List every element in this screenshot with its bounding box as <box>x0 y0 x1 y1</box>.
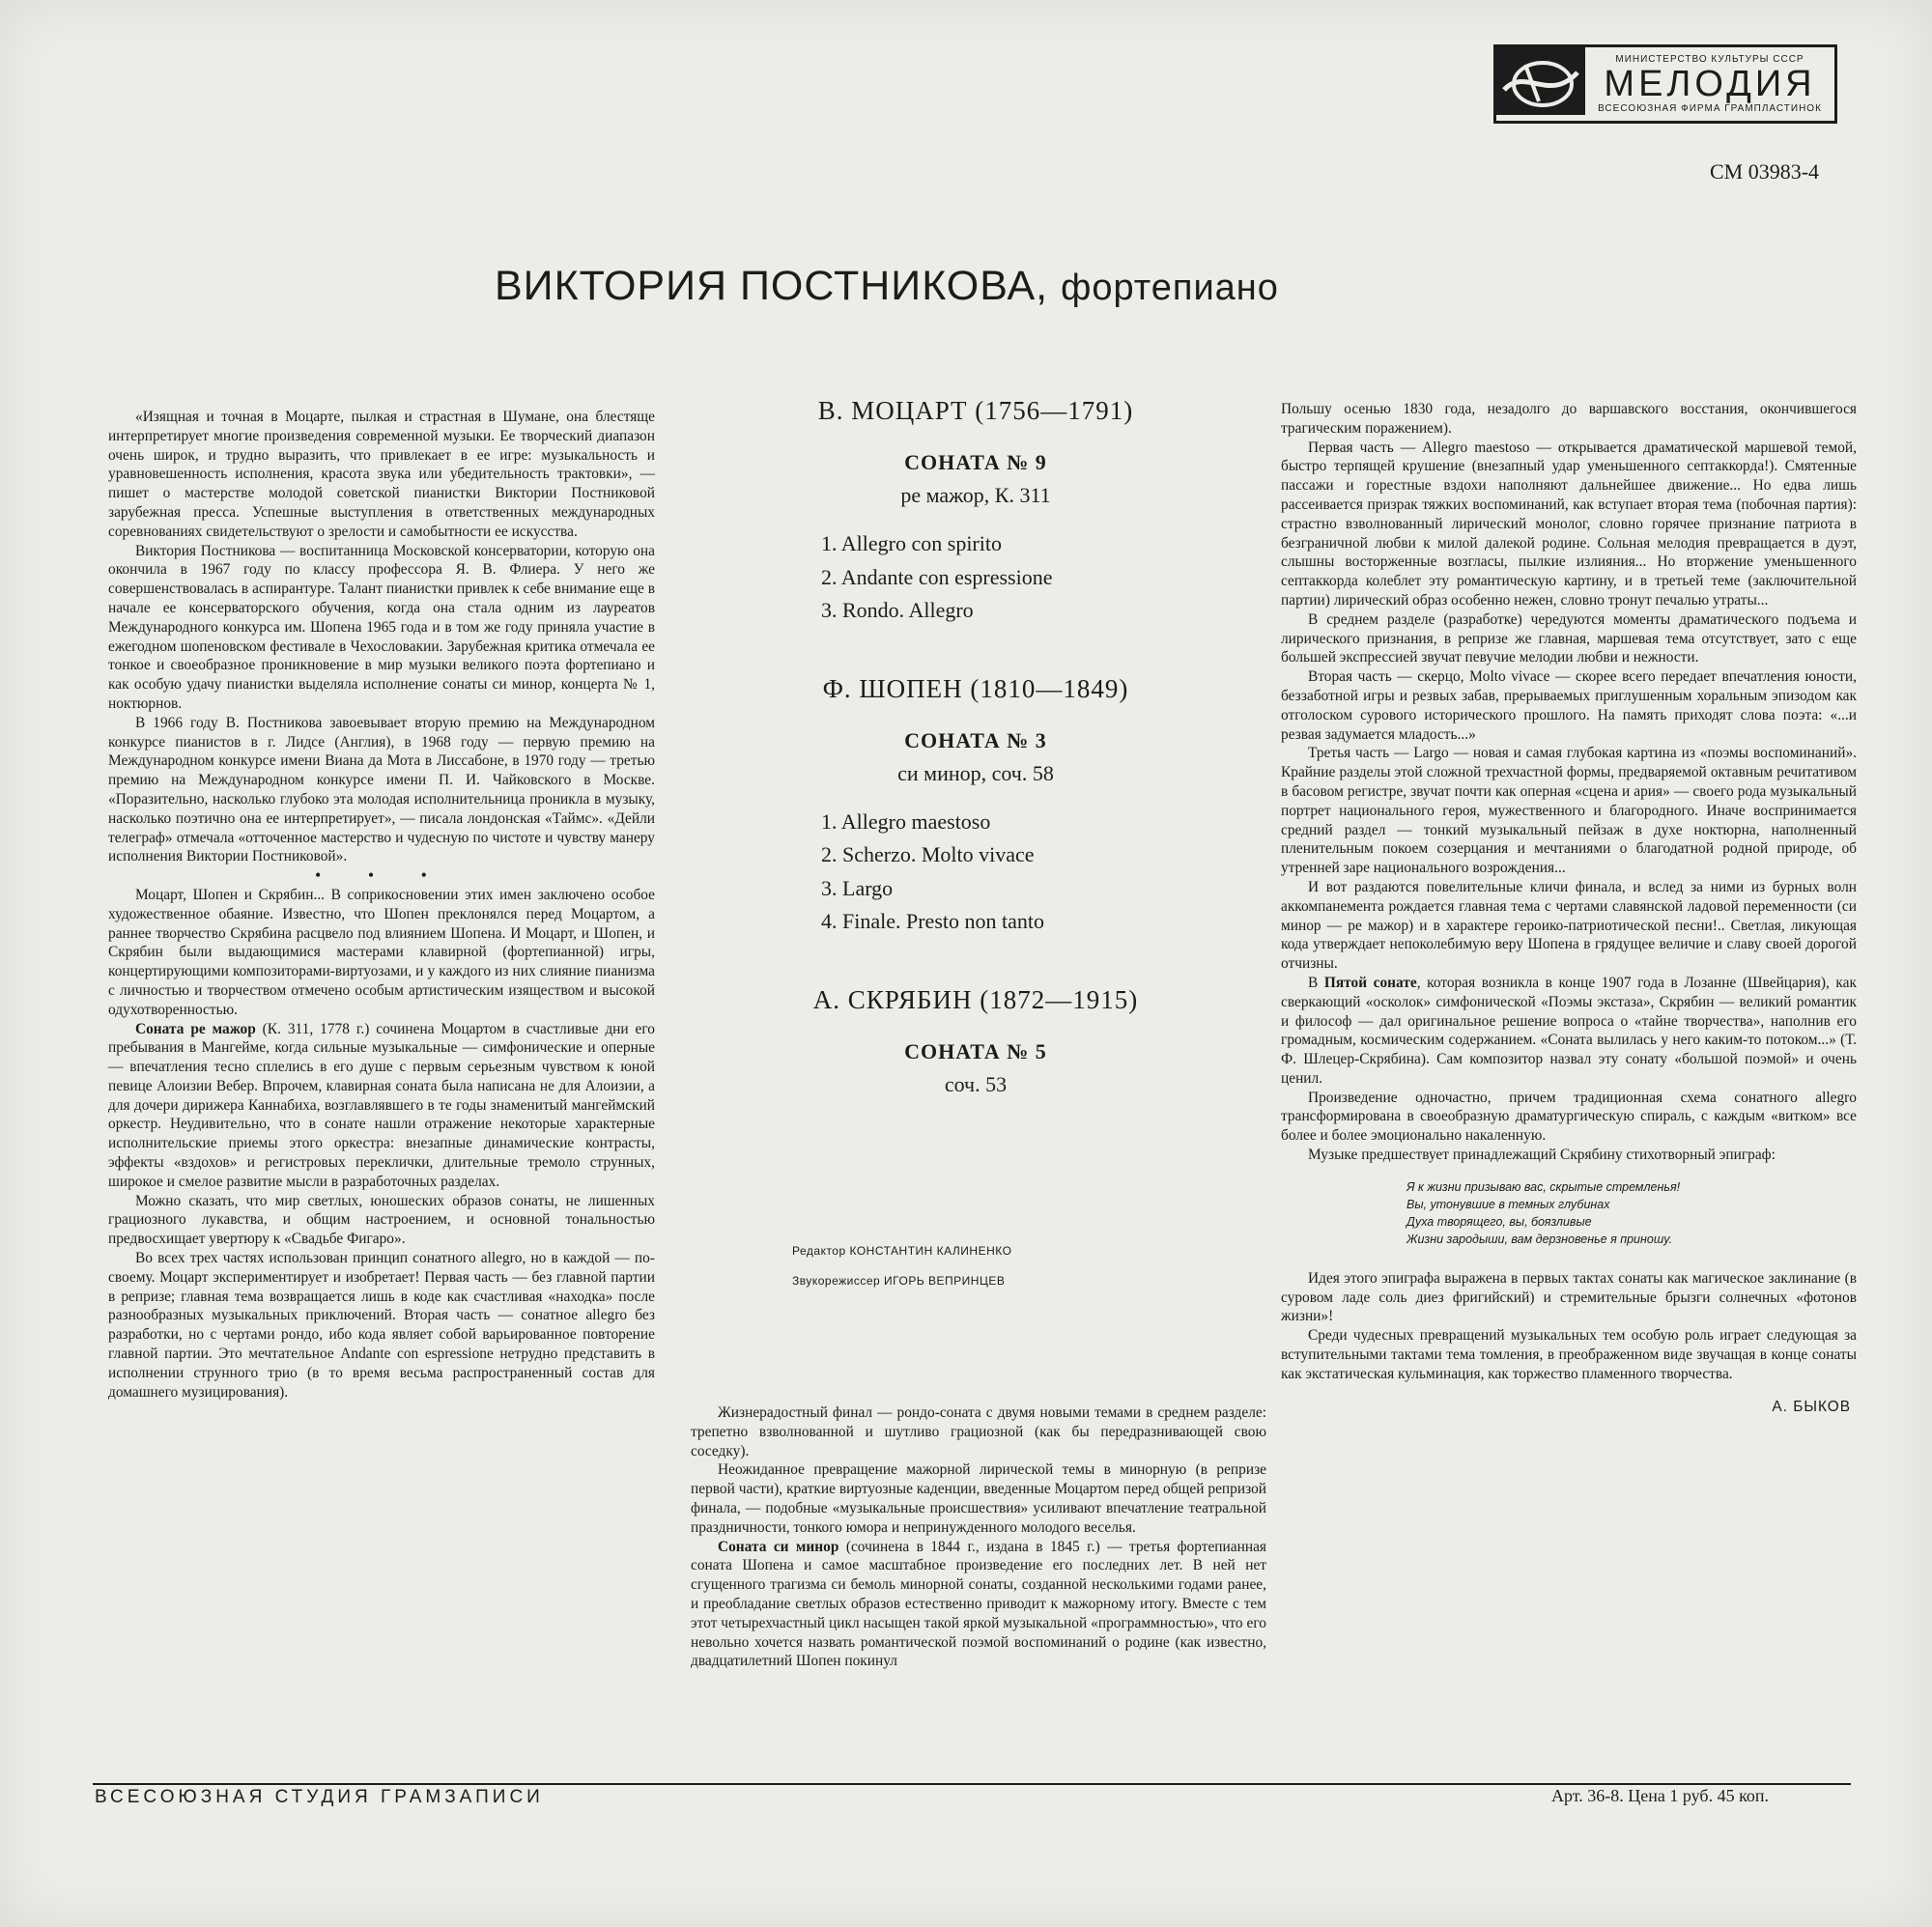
performer-instrument: фортепиано <box>1061 268 1279 308</box>
bold-term: Соната ре мажор <box>135 1020 256 1037</box>
composer-name: Ф. ШОПЕН (1810—1849) <box>822 673 1129 703</box>
paragraph <box>1281 974 1857 1089</box>
paragraph: Виктория Постникова — воспитанница Московской консерватории, которую она окончила в 1967 году по классу профессора Я. В. Флиера. У него же совершенствовалась в аспирантуре. Талант пианистки привлек к себе внимание еще в начале ее консерваторского обучения, когда она стала одним из лауреатов Международного конкурса им. Шопена 1965 года и в том же году приняла участие в ежегодном шопеновском фестивале в Чехословакии. Зарубежная критика отмечала ее тонкое и своеобразное проникновение в мир музыки великого поэта фортепиано и как особую удачу пианистки выделяла исполнение сонаты си минор, концерта № 1, ноктюрнов. <box>108 542 655 712</box>
sonata-title: СОНАТА № 9 <box>904 450 1047 474</box>
production-credits <box>792 1244 1179 1304</box>
paragraph: Идея этого эпиграфа выражена в первых тактах сонаты как магическое заклинание (в суровом ладе соль диез фригийский) и стремительные брызги солнечных «фотонов жизни»! <box>1281 1269 1857 1325</box>
paragraph: Во всех трех частях использован принцип сонатного allegro, но в каждой — по-своему. Моцарт экспериментирует и изобретает! Первая часть — без главной партии в репризе; главная тема возвращается лишь в коде как счастливая «находка» после разнообразных музыкальных приключений. Вторая часть — сонатное allegro без разработки, но с чертами рондо, ибо кода являет собой варьированное повторение главной партии. Это мечтательное Andante con espressione нетрудно представить в исполнении струнного трио (в то время весьма распространенный состав для домашнего музицирования). <box>108 1250 655 1401</box>
liner-notes-right-column <box>1281 400 1857 1416</box>
movement-item: 1. Allegro maestoso <box>821 808 991 834</box>
footer-divider <box>93 1783 1851 1785</box>
logo-ministry-text: МИНИСТЕРСТВО КУЛЬТУРЫ СССР <box>1615 54 1804 65</box>
epigraph-line: Жизни зародыши, вам дерзновенье я приношу. <box>1406 1232 1673 1246</box>
composer-name: В. МОЦАРТ (1756—1791) <box>817 396 1134 425</box>
paragraph: Вторая часть — скерцо, Molto vivace — скорее всего передает впечатления юности, беззаботной игры и резвых забав, прерываемых приглушенным хоральным эпизодом как отголоском сурового исторического прошлого. На память приходят слова поэта: «...и резвая задумается младость...» <box>1281 668 1857 743</box>
program-block-mozart <box>676 396 1275 628</box>
section-separator: • • • <box>315 865 448 886</box>
paragraph: Произведение одночастно, причем традиционная схема сонатного allegro трансформирована в своеобразную драматургическую спираль, с каждым «витком» все более и более эмоционально накаленную. <box>1281 1089 1857 1145</box>
performer-name: ВИКТОРИЯ ПОСТНИКОВА, <box>495 263 1049 309</box>
paragraph <box>691 1538 1266 1672</box>
sonata-title: СОНАТА № 5 <box>904 1038 1047 1063</box>
editor-credit: Редактор КОНСТАНТИН КАЛИНЕНКО <box>792 1244 1012 1258</box>
movement-item: 2. Scherzo. Molto vivace <box>821 842 1035 866</box>
paragraph: В среднем разделе (разработке) чередуются моменты драматического подъема и лирического признания, в репризе же главная, маршевая тема отсутствует, зато с еще большей экспрессией звучат певучие мелодии любви и нежности. <box>1281 610 1857 666</box>
movement-item: 3. Rondo. Allegro <box>821 598 974 622</box>
paragraph: Неожиданное превращение мажорной лирической темы в минорную (в репризе первой части), краткие виртуозные каденции, введенные Моцартом перед общей репризой финала, — подобные «музыкальные происшествия» усиливают впечатление театральной праздничности, тонкого юмора и непринужденного молодого веселья. <box>691 1461 1266 1536</box>
paragraph-text: В <box>1308 974 1324 991</box>
bold-term: Пятой сонате <box>1323 974 1417 991</box>
paragraph: Первая часть — Allegro maestoso — открывается драматической маршевой темой, быстро терпящей крушение (внезапный удар уменьшенного септаккорда!). Смятенные пассажи и горестные вздохи наполняют дальнейшее движение... Но едва лишь рассеивается призрак тяжких воспоминаний, как вступает вторая тема (побочная партия): страстно взволнованный лирический монолог, словно горячее признание патриота в безграничной любви к милой далекой родине. Сольная мелодия превращается в дуэт, слышны восторженные возгласы, пылкие излияния... Но вторжение уменьшенного септаккорда колеблет эту романтическую картину, и в третьей теме (заключительной партии) лирический образ особенно нежен, словно тронут печалью утраты... <box>1281 439 1857 609</box>
liner-notes-left-column <box>108 408 655 1402</box>
paragraph: Можно сказать, что мир светлых, юношеских образов сонаты, не лишенных грациозного лукавства, и общим настроением, и основной тональностью предвосхищает увертюру к «Свадьбе Фигаро». <box>108 1192 655 1248</box>
sonata-key: ре мажор, К. 311 <box>900 483 1051 507</box>
sonata-title: СОНАТА № 3 <box>904 727 1047 752</box>
paragraph-text: (К. 311, 1778 г.) сочинена Моцартом в счастливые дни его пребывания в Мангейме, когда сильные музыкальные — симфонические и оперные — впечатления тесно сплелись в его душе с первым серьезным чувством к юной певице Алоизии Вебер. Впрочем, клавирная соната была написана не для Алоизии, а для дочери дирижера Каннабиха, возглавлявшего в те годы знаменитый мангеймский оркестр. Неудивительно, что в сонате нашли отражение некоторые характерные исполнительские приемы этого оркестра: внезапные динамические контрасты, эффекты «вздохов» и регистровых переклички, длительные тремоло струнных, широкое и смелое развитие мысли в разработочных разделах. <box>108 1020 655 1190</box>
melodiya-logo <box>1493 44 1837 124</box>
sonata-key: соч. 53 <box>944 1071 1008 1096</box>
engineer-credit: Звукорежиссер ИГОРЬ ВЕПРИНЦЕВ <box>792 1274 1006 1288</box>
paragraph: «Изящная и точная в Моцарте, пылкая и страстная в Шумане, она блестяще интерпретирует многие произведения современной музыки. Ее творческий диапазон очень широк, и трудно выразить, что привлекает в ее игре: музыкальность и уравновешенность исполнения, красота звука или убедительность трактовки», — пишет о мастерстве молодой советской пианистки Виктории Постниковой зарубежная пресса. Успешные выступления в ответственных международных соревнованиях свидетельствуют о зрелости и самобытности ее искусства. <box>108 409 655 540</box>
movement-item: 2. Andante con espressione <box>821 564 1053 589</box>
epigraph <box>1406 1178 1857 1248</box>
price-info: Арт. 36-8. Цена 1 руб. 45 коп. <box>1551 1786 1770 1805</box>
liner-notes-middle-column <box>691 1403 1266 1671</box>
paragraph <box>108 1020 655 1192</box>
paragraph: В 1966 году В. Постникова завоевывает вторую премию на Международном конкурсе пианистов в г. Лидсе (Англия), в 1968 году — первую премию на Международном конкурсе имени Виана да Мота в Лиссабоне, в 1970 году — третью премию на Международном конкурсе имени П. И. Чайковского в Москве. «Поразительно, насколько глубоко эта молодая исполнительница проникла в музыку, насколько поэтично она ее интерпретирует», — писала лондонская «Таймс». «Дейли телеграф» отмечала «отточенное мастерство и чудесную по чистоте и чувству манеру исполнения Виктории Постниковой». <box>108 714 655 865</box>
program-block-scriabin <box>676 985 1275 1097</box>
paragraph: Третья часть — Largo — новая и самая глубокая картина из «поэмы воспоминаний». Крайние разделы этой сложной трехчастной формы, предваряемой октавным речитативом в басовом регистре, звучат почти как оперная «сцена и ария» — своего рода музыкальный портрет национального героя, мужественного и благородного. Иначе воспринимается средний раздел — тонкий музыкальный пейзаж в духе ноктюрна, наполненный пленительным покоем созерцания и мечтаниями о благодатной родной природе, об утренней заре национального возрождения... <box>1281 745 1857 877</box>
composer-name: А. СКРЯБИН (1872—1915) <box>812 984 1139 1014</box>
melodiya-emblem-icon <box>1496 47 1585 115</box>
epigraph-line: Я к жизни призываю вас, скрытые стремленья! <box>1406 1179 1681 1194</box>
logo-firm-text: ВСЕСОЮЗНАЯ ФИРМА ГРАМПЛАСТИНОК <box>1598 103 1822 114</box>
program-block-chopin <box>676 674 1275 939</box>
studio-name: ВСЕСОЮЗНАЯ СТУДИЯ ГРАМЗАПИСИ <box>95 1787 544 1807</box>
paragraph: Музыке предшествует принадлежащий Скрябину стихотворный эпиграф: <box>1308 1147 1776 1164</box>
bold-term: Соната си минор <box>718 1538 839 1555</box>
movement-item: 1. Allegro con spirito <box>821 531 1002 555</box>
album-title <box>495 263 1461 310</box>
movement-item: 4. Finale. Presto non tanto <box>821 909 1044 933</box>
program-listing <box>676 396 1275 1144</box>
paragraph-text: , которая возникла в конце 1907 года в Лозанне (Швейцария), как сверкающий «осколок» симфонической «Поэмы экстаза», Скрябин — великий романтик и философ — дал оригинальное решение вопроса о «тайне творчества», наполнив его громадным, космическим содержанием. «Соната вылилась у него каким-то потоком...» (Т. Ф. Шлецер-Скрябина). Сам композитор назвал эту сонату «большой поэмой» и очень ценил. <box>1281 974 1857 1087</box>
epigraph-line: Вы, утонувшие в темных глубинах <box>1406 1197 1610 1211</box>
movement-list <box>821 806 1275 939</box>
paragraph: Среди чудесных превращений музыкальных тем особую роль играет следующая за вступительными тактами тема томления, в преображенном виде звучащая в конце сонаты как экстатическая кульминация, как торжество пламенного творчества. <box>1281 1327 1857 1382</box>
logo-brand-name: МЕЛОДИЯ <box>1604 64 1816 104</box>
paragraph: И вот раздаются повелительные кличи финала, и вслед за ними из бурных волн аккомпанемента рождается главная тема с чертами славянской ладовой переменности (си минор — ре мажор) и в характере героико-патриотической песни!.. Светлая, ликующая кода утверждает непоколебимую веру Шопена в грядущее величие и славу своей дорогой отчизны. <box>1281 878 1857 973</box>
epigraph-line: Духа творящего, вы, боязливые <box>1406 1214 1592 1229</box>
catalog-number: СМ 03983-4 <box>1710 159 1820 184</box>
sonata-key: си минор, соч. 58 <box>897 760 1054 785</box>
author-signature: А. БЫКОВ <box>1772 1398 1851 1415</box>
paragraph: Жизнерадостный финал — рондо-соната с двумя новыми темами в среднем разделе: трепетно взволнованной и шутливо грациозной (как бы передразнивающей свою соседку). <box>691 1404 1266 1459</box>
movement-list <box>821 527 1275 628</box>
paragraph: Моцарт, Шопен и Скрябин... В соприкосновении этих имен заключено особое художественное обаяние. Известно, что Шопен преклонялся перед Моцартом, а раннее творчество Скрябина расцвело под влиянием Шопена. И Моцарт, и Шопен, и Скрябин были выдающимися мастерами клавирной (фортепианной) игры, концертирующими композиторами-виртуозами, и у каждого из них слияние пианизма с личностью и творчеством отмечено особым артистическим изяществом и высокой одухотворенностью. <box>108 886 655 1018</box>
paragraph: Польшу осенью 1830 года, незадолго до варшавского восстания, окончившегося трагическим поражением). <box>1281 401 1857 437</box>
paragraph-text: (сочинена в 1844 г., издана в 1845 г.) — третья фортепианная соната Шопена и самое масштабное произведение его последних лет. В ней нет сгущенного трагизма си бемоль минорной сонаты, созданной несколькими годами ранее, и преобладание светлых образов естественно приводит к мажорному итогу. Вместе с тем этот четырехчастный цикл насыщен такой яркой музыкальной «программностью», что его невольно хочется назвать романтической поэмой воспоминаний о родине (как известно, двадцатилетний Шопен покинул <box>691 1538 1266 1670</box>
movement-item: 3. Largo <box>821 875 894 900</box>
